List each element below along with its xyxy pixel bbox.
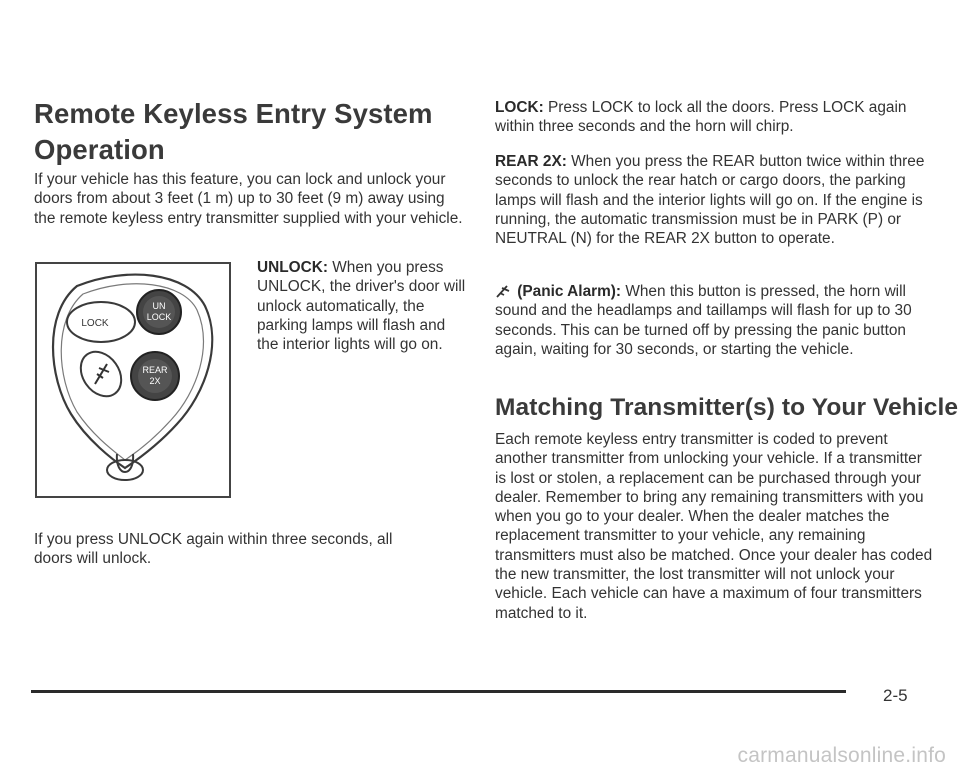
- watermark: carmanualsonline.info: [737, 744, 946, 767]
- rear-text: When you press the REAR button twice within three seconds to unlock the rear hatch or cargo doors, the parking lamps will flash and the interior lights will go on. If the engine is running, the automatic transmission must be in PARK (P) or NEUTRAL (N) for the REAR 2X button to operate.: [495, 153, 925, 248]
- key-ring-icon: [107, 460, 143, 480]
- unlock-again-paragraph: If you press UNLOCK again within three seconds, all doors will unlock.: [34, 531, 393, 568]
- panic-text: When this button is pressed, the horn will sound and the headlamps and taillamps will flash for up to 30 seconds. This can be turned off by pressing the panic button again, waiting for 30 seconds, or starting the vehicle.: [495, 283, 912, 358]
- rear-paragraph: [495, 152, 935, 248]
- rear-label: REAR 2X:: [495, 153, 567, 170]
- page-number: 2-5: [883, 686, 908, 705]
- lock-button-label: LOCK: [81, 318, 109, 329]
- lock-label: LOCK:: [495, 99, 544, 116]
- footer-rule: [31, 690, 846, 693]
- matching-paragraph: Each remote keyless entry transmitter is coded to prevent another transmitter from unlocking your vehicle. If a transmitter is lost or stolen, a replacement can be purchased through your dealer. Remember to bring any remaining transmitters with you when you go to your dealer. When the dealer matches the replacement transmitter to your vehicle, any remaining transmitters must also be matched. Once your dealer has coded the new transmitter, the lost transmitter will not unlock your vehicle. Each vehicle can have a maximum of four transmitters matched to it.: [495, 431, 933, 622]
- section-title-line2: Operation: [34, 134, 165, 165]
- unlock-paragraph: [257, 258, 467, 354]
- panic-paragraph: [495, 282, 935, 359]
- unlock-label: UNLOCK:: [257, 259, 328, 276]
- rear-button-label-1: REAR: [142, 365, 168, 375]
- panic-horn-icon-inline: [495, 284, 513, 298]
- lock-text: Press LOCK to lock all the doors. Press LOCK again within three seconds and the horn will chirp.: [495, 99, 907, 136]
- lock-paragraph: [495, 98, 935, 137]
- panic-label: (Panic Alarm):: [517, 283, 622, 300]
- section-title: [34, 96, 433, 168]
- section-title-line1: Remote Keyless Entry System: [34, 98, 433, 129]
- keyfob-drawing: [37, 264, 229, 496]
- rear-button-label-2: 2X: [149, 376, 161, 386]
- unlock-button-label-1: UN: [152, 301, 166, 311]
- unlock-button-label-2: LOCK: [146, 312, 172, 322]
- unlock-text: When you press UNLOCK, the driver's door will unlock automatically, the parking lamps will flash and the interior lights will go on.: [257, 259, 466, 354]
- intro-paragraph: If your vehicle has this feature, you can lock and unlock your doors from about 3 feet (1 m) up to 30 feet (9 m) away using the remote keyless entry transmitter supplied with your vehicle.: [34, 171, 463, 227]
- matching-title: Matching Transmitter(s) to Your Vehicle: [495, 394, 959, 421]
- keyfob-illustration: [35, 262, 231, 498]
